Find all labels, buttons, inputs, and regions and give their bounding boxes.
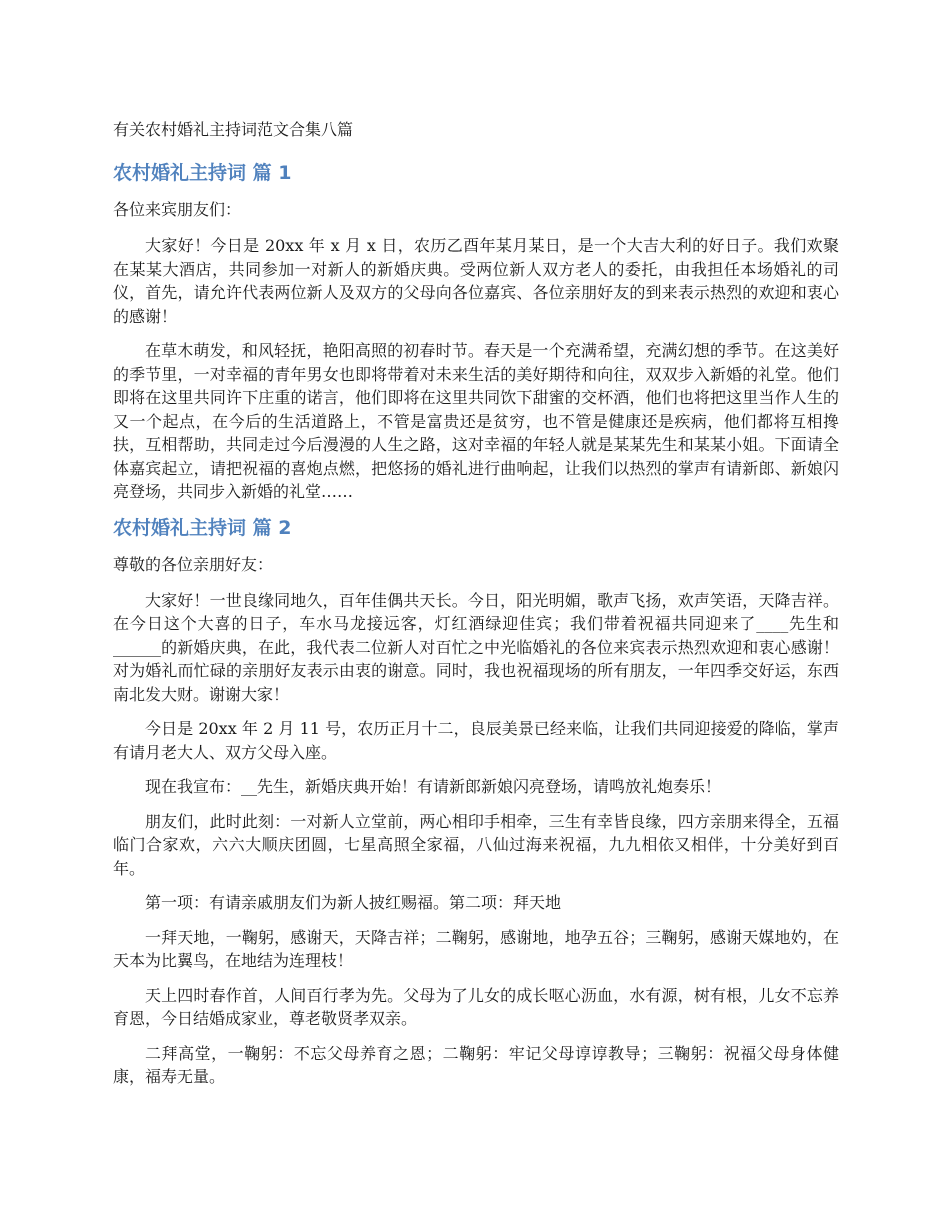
paragraph: 第一项：有请亲戚朋友们为新人披红赐福。第二项：拜天地: [145, 893, 562, 912]
section-heading: 农村婚礼主持词 篇 2: [113, 516, 292, 539]
paragraph: 二拜高堂，一鞠躬：不忘父母养育之恩；二鞠躬：牢记父母谆谆教导；三鞠躬：祝福父母身体健康，福寿无量。: [113, 1043, 839, 1086]
paragraph: 在草木萌发，和风轻抚，艳阳高照的初春时节。春天是一个充满希望，充满幻想的季节。在这美好的季节里，一对幸福的青年男女也即将带着对未来生活的美好期待和向往，双双步入新婚的礼堂。他们即将在这里共同许下庄重的诺言，他们即将在这里共同饮下甜蜜的交杯酒，他们也将把这里当作人生的又一个起点，在今后的生活道路上，不管是富贵还是贫穷，也不管是健康还是疾病，他们都将互相搀扶，互相帮助，共同走过今后漫漫的人生之路，这对幸福的年轻人就是某某先生和某某小姐。下面请全体嘉宾起立，请把祝福的喜炮点燃，把悠扬的婚礼进行曲响起，让我们以热烈的掌声有请新郎、新娘闪亮登场，共同步入新婚的礼堂……: [113, 341, 839, 501]
salutation: 尊敬的各位亲朋好友：: [113, 554, 274, 574]
paragraph: 一拜天地，一鞠躬，感谢天，天降吉祥；二鞠躬，感谢地，地孕五谷；三鞠躬，感谢天媒地妁，在天本为比翼鸟，在地结为连理枝！: [113, 927, 839, 970]
salutation: 各位来宾朋友们：: [113, 200, 242, 219]
section-2: [113, 515, 839, 1089]
paragraph: 现在我宣布：__先生，新婚庆典开始！有请新郎新娘闪亮登场，请鸣放礼炮奏乐！: [145, 777, 722, 796]
paragraph: 天上四时春作首，人间百行孝为先。父母为了儿女的成长呕心沥血，水有源，树有根，儿女不忘养育恩，今日结婚成家业，尊老敬贤孝双亲。: [113, 985, 839, 1028]
section-1: [113, 160, 839, 504]
section-heading: 农村婚礼主持词 篇 1: [113, 162, 292, 184]
paragraph: 今日是 20xx 年 2 月 11 号，农历正月十二，良辰美景已经来临，让我们共同迎接爱的降临，掌声有请月老大人、双方父母入座。: [113, 719, 839, 762]
paragraph: 大家好！一世良缘同地久，百年佳偶共天长。今日，阳光明媚，歌声飞扬，欢声笑语，天降吉祥。在今日这个大喜的日子，车水马龙接远客，灯红酒绿迎佳宾；我们带着祝福共同迎来了____先生和______的新婚庆典，在此，我代表二位新人对百忙之中光临婚礼的各位来宾表示热烈欢迎和衷心感谢！对为婚礼而忙碌的亲朋好友表示由衷的谢意。同时，我也祝福现场的所有朋友，一年四季交好运，东西南北发大财。谢谢大家！: [113, 590, 839, 704]
paragraph: 大家好！今日是 20xx 年 x 月 x 日，农历乙酉年某月某日，是一个大吉大利的好日子。我们欢聚在某某大酒店，共同参加一对新人的新婚庆典。受两位新人双方老人的委托，由我担任本场婚礼的司仪，首先，请允许代表两位新人及双方的父母向各位嘉宾、各位亲朋好友的到来表示热烈的欢迎和衷心的感谢！: [113, 236, 839, 326]
document-title: 有关农村婚礼主持词范文合集八篇: [113, 120, 354, 139]
document-page: [113, 118, 839, 1100]
paragraph: 朋友们，此时此刻：一对新人立堂前，两心相印手相牵，三生有幸皆良缘，四方亲朋来得全，五福临门合家欢，六六大顺庆团圆，七星高照全家福，八仙过海来祝福，九九相依又相伴，十分美好到百年。: [113, 811, 839, 878]
